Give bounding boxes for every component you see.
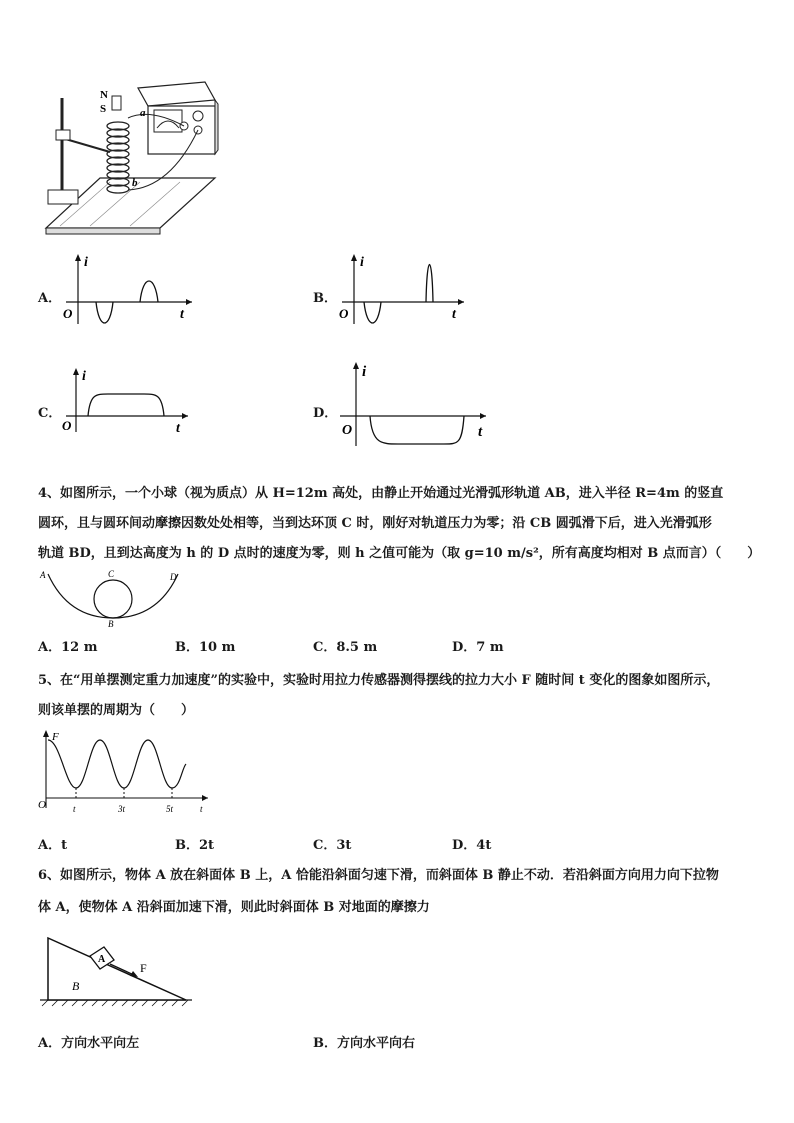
terminal-a-label: a — [140, 107, 146, 119]
q5-force-graph — [36, 728, 216, 820]
graph-option-d — [336, 360, 496, 452]
q5-text-line2: 则该单摆的周期为（ ） — [38, 703, 195, 718]
q6-option-a[interactable]: A．方向水平向左 — [38, 1036, 140, 1051]
axis-label-t: t — [176, 421, 180, 436]
q6-text-line1: 6、如图所示，物体 A 放在斜面体 B 上，A 恰能沿斜面匀速下滑，而斜面体 B 静止不动．若沿斜面方向用力向下拉物 — [38, 868, 719, 883]
axis-label-i: i — [84, 255, 88, 270]
q5-text-line1: 5、在“用单摆测定重力加速度”的实验中，实验时用拉力传感器测得摆线的拉力大小 F 随时间 t 变化的图象如图所示， — [38, 673, 720, 688]
axis-label-t: t — [200, 804, 203, 814]
graph-option-d-label[interactable]: D． — [313, 406, 338, 421]
origin-label: O — [62, 418, 72, 433]
axis-label-f: F — [52, 731, 59, 743]
force-f-label: F — [140, 961, 147, 975]
graph-option-a-label[interactable]: A． — [38, 291, 62, 306]
q6-incline-figure — [38, 930, 198, 1010]
q4-option-d[interactable]: D．7 m — [452, 640, 504, 655]
q5-option-c[interactable]: C．3t — [313, 838, 352, 853]
q5-option-b[interactable]: B．2t — [175, 838, 215, 853]
graph-option-a — [60, 252, 200, 328]
q4-text-line2: 圆环，且与圆环间动摩擦因数处处相等，当到达环顶 C 时，刚好对轨道压力为零；沿 CB 圆弧滑下后，进入光滑弧形 — [38, 516, 712, 531]
q4-option-a[interactable]: A．12 m — [38, 640, 98, 655]
q6-text-line2: 体 A，使物体 A 沿斜面加速下滑，则此时斜面体 B 对地面的摩擦力 — [38, 900, 430, 915]
axis-label-i: i — [82, 369, 86, 384]
q5-option-a[interactable]: A．t — [38, 838, 68, 853]
point-a-label: A — [40, 570, 46, 580]
q6-option-b[interactable]: B．方向水平向右 — [313, 1036, 415, 1051]
apparatus-figure — [40, 78, 220, 238]
axis-label-t: t — [180, 307, 184, 322]
axis-label-t: t — [452, 307, 456, 322]
axis-label-t: t — [478, 424, 483, 440]
q4-track-figure — [38, 566, 188, 628]
q4-text-line1: 4、如图所示，一个小球（视为质点）从 H=12m 高处，由静止开始通过光滑弧形轨道 AB，进入半径 R=4m 的竖直 — [38, 486, 724, 501]
q4-text-line3: 轨道 BD，且到达高度为 h 的 D 点时的速度为零，则 h 之值可能为（取 g=10 m/s²，所有高度均相对 B 点而言）（ ） — [38, 546, 761, 561]
point-c-label: C — [108, 569, 115, 579]
origin-label: O — [63, 306, 73, 321]
q5-option-d[interactable]: D．4t — [452, 838, 492, 853]
graph-option-c-label[interactable]: C． — [38, 406, 62, 421]
wedge-b-label: B — [72, 979, 80, 993]
block-a-label: A — [98, 954, 106, 965]
origin-label: O — [342, 423, 353, 438]
graph-option-b — [336, 252, 476, 328]
graph-option-c — [60, 366, 200, 438]
origin-label: O — [339, 306, 349, 321]
tick-label: 5t — [166, 804, 174, 814]
tick-label: 3t — [118, 804, 126, 814]
terminal-b-label: b — [132, 177, 138, 189]
q4-option-c[interactable]: C．8.5 m — [313, 640, 378, 655]
point-b-label: B — [108, 619, 114, 628]
q4-option-b[interactable]: B．10 m — [175, 640, 236, 655]
pole-n-label: N — [100, 89, 108, 101]
point-d-label: D — [170, 572, 177, 582]
axis-label-i: i — [362, 364, 367, 380]
axis-label-i: i — [360, 255, 364, 270]
tick-label: t — [73, 804, 76, 814]
graph-option-b-label[interactable]: B． — [313, 291, 337, 306]
origin-label: O — [38, 799, 46, 811]
pole-s-label: S — [100, 103, 107, 115]
